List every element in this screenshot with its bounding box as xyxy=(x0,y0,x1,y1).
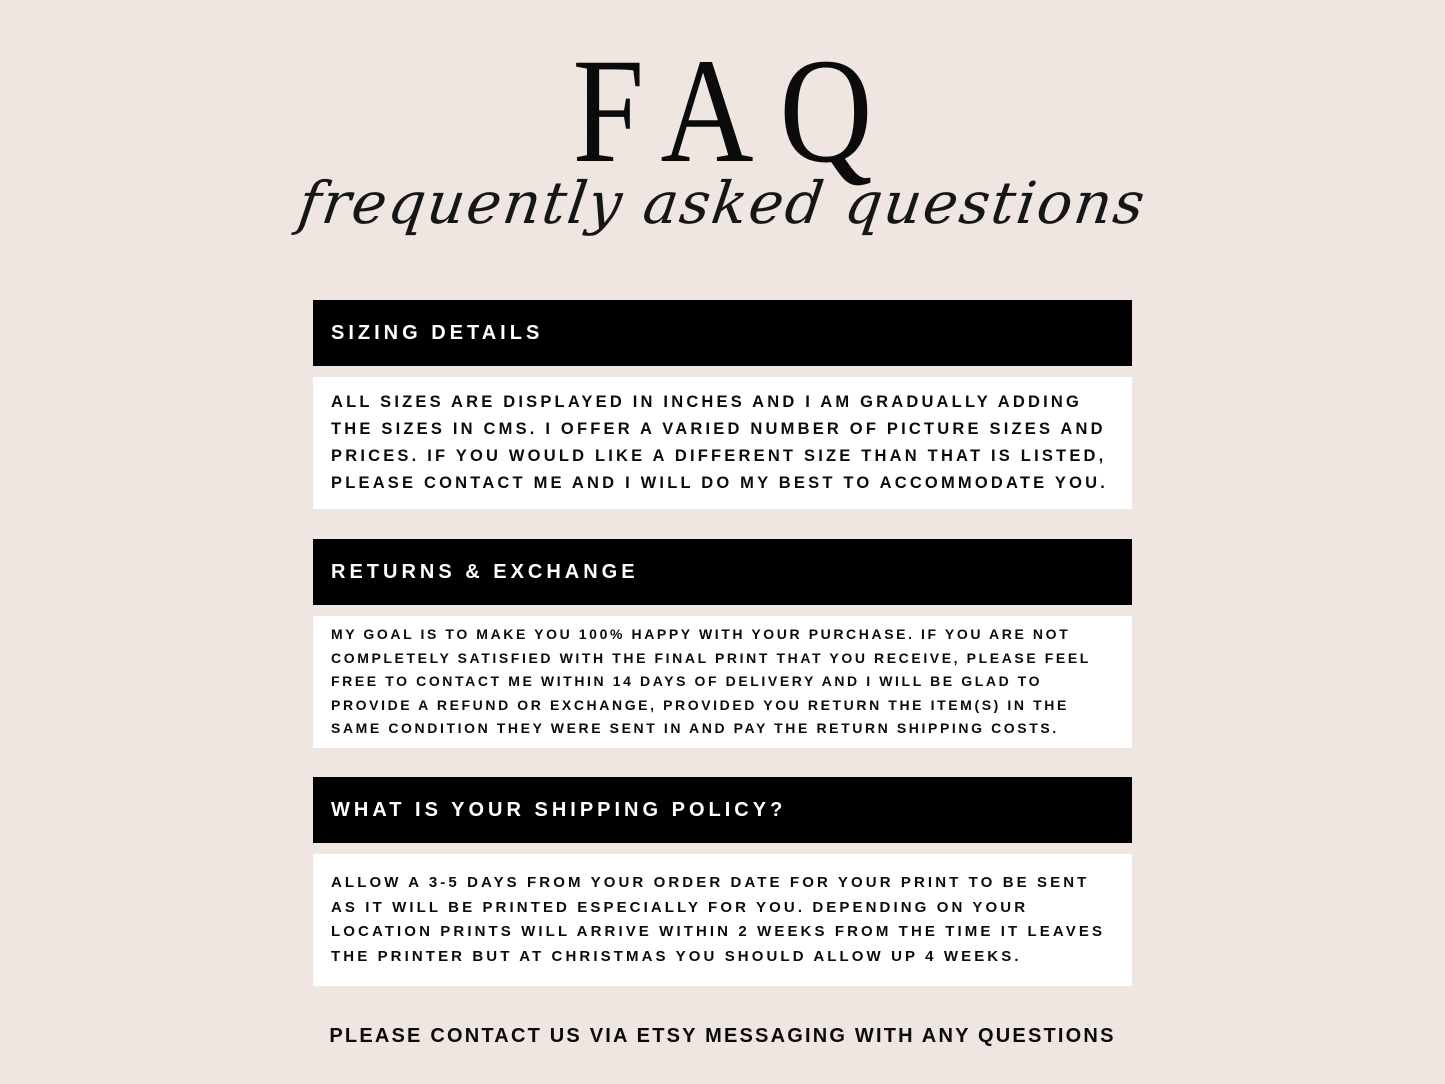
page-subtitle: frequently asked questions xyxy=(294,169,1151,237)
faq-item-sizing xyxy=(313,300,1132,509)
faq-answer-box-shipping xyxy=(313,854,1132,986)
faq-answer-sizing: ALL SIZES ARE DISPLAYED IN INCHES AND I AM GRADUALLY ADDING THE SIZES IN CMS. I OFFER A VARIED NUMBER OF PICTURE SIZES AND PRICES. IF YOU WOULD LIKE A DIFFERENT SIZE THAN THAT IS LISTED, PLEASE CONTACT ME AND I WILL DO MY BEST TO ACCOMMODATE YOU. xyxy=(331,393,1109,492)
faq-answer-box-sizing xyxy=(313,377,1132,509)
faq-answer-returns: MY GOAL IS TO MAKE YOU 100% HAPPY WITH YOUR PURCHASE. IF YOU ARE NOT COMPLETELY SATISFIED WITH THE FINAL PRINT THAT YOU RECEIVE, PLEASE FEEL FREE TO CONTACT ME WITHIN 14 DAYS OF DELIVERY AND I WILL BE GLAD TO PROVIDE A REFUND OR EXCHANGE, PROVIDED YOU RETURN THE ITEM(S) IN THE SAME CONDITION THEY WERE SENT IN AND PAY THE RETURN SHIPPING COSTS. xyxy=(331,626,1091,737)
faq-question-sizing: SIZING DETAILS xyxy=(313,300,1132,366)
faq-answer-shipping: ALLOW A 3-5 DAYS FROM YOUR ORDER DATE FOR YOUR PRINT TO BE SENT AS IT WILL BE PRINTED ESPECIALLY FOR YOU. DEPENDING ON YOUR LOCATION PRINTS WILL ARRIVE WITHIN 2 WEEKS FROM THE TIME IT LEAVES THE PRINTER BUT AT CHRISTMAS YOU SHOULD ALLOW UP 4 WEEKS. xyxy=(331,874,1106,965)
faq-item-shipping xyxy=(313,777,1132,986)
faq-question-returns: RETURNS & EXCHANGE xyxy=(313,539,1132,605)
faq-item-returns xyxy=(313,539,1132,748)
contact-note: PLEASE CONTACT US VIA ETSY MESSAGING WITH ANY QUESTIONS xyxy=(329,1025,1116,1047)
page-title: FAQ xyxy=(572,28,899,194)
faq-question-shipping: WHAT IS YOUR SHIPPING POLICY? xyxy=(313,777,1132,843)
faq-answer-box-returns xyxy=(313,616,1132,748)
